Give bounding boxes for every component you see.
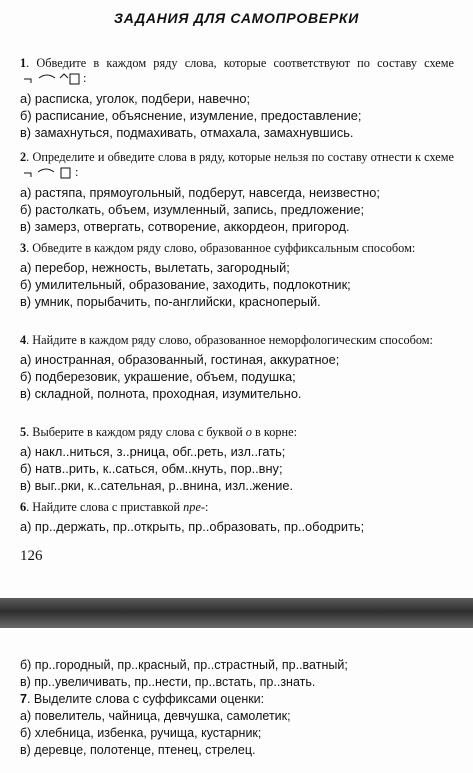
option-b: б) умилительный, образование, заходить, подлокотник; xyxy=(20,277,351,292)
option-a: а) расписка, уголок, подбери, навечно; xyxy=(20,91,251,107)
task-text: . Обведите в каждом ряду слово, образованное суффиксальным способом: xyxy=(26,241,416,255)
option-a: а) пр..держать, пр..открыть, пр..образовать, пр..ободрить; xyxy=(20,519,365,534)
morpheme-scheme-icon xyxy=(23,71,83,87)
option-c: в) деревце, полотенце, птенец, стрелец. xyxy=(20,743,256,757)
options-list xyxy=(20,443,454,494)
task-1: 1. Обведите в каждом ряду слова, которые соответствуют по составу схеме : а) расписка, уголок, подбери, навечно; б) расписание, объяснение, изумление, предоставление; в) замахнуться, подмахивать, отмахала, замахнувшись. xyxy=(20,56,454,141)
option-b: б) расписание, объяснение, изумление, предоставление; xyxy=(20,108,362,124)
option-a: а) перебор, нежность, вылетать, загородный; xyxy=(20,260,290,275)
option-a: а) иностранная, образованный, гостиная, аккуратное; xyxy=(20,352,340,367)
page-title: ЗАДАНИЯ ДЛЯ САМОПРОВЕРКИ xyxy=(114,10,359,26)
option-c: в) замерз, отвергать, сотворение, аккордеон, пригород. xyxy=(20,219,350,235)
task-text: . Определите и обведите слова в ряду, которые нельзя по составу отнести к схеме xyxy=(26,150,454,164)
task-number: 1 xyxy=(20,56,27,70)
task-5 xyxy=(20,425,454,494)
task-7-question xyxy=(20,691,460,708)
task-text: . Выберите в каждом ряду слова с буквой xyxy=(26,425,243,439)
task-text: . Выделите слова с суффиксами оценки: xyxy=(26,692,265,706)
option-b: б) хлебница, избенка, ручища, кустарник; xyxy=(20,726,262,740)
task-text: . Найдите слова с приставкой xyxy=(26,500,181,514)
task-text-after: в корне: xyxy=(255,425,297,439)
option-b: б) натв..рить, к..саться, обм..кнуть, пор..вну; xyxy=(20,461,283,476)
option-c: в) умник, порыбачить, по-английски, красноперый. xyxy=(20,294,321,309)
task-4 xyxy=(20,333,454,402)
task-number: 4 xyxy=(20,333,27,347)
task-text: . Найдите в каждом ряду слово, образованное неморфологическим способом: xyxy=(26,333,433,347)
options-list xyxy=(20,90,454,141)
task-3 xyxy=(20,241,454,310)
morpheme-scheme-icon xyxy=(23,165,75,181)
option-b: б) растолкать, объем, изумленный, запись, предложение; xyxy=(20,202,365,218)
task-6 xyxy=(20,500,454,535)
task-2: 2. Определите и обведите слова в ряду, которые нельзя по составу отнести к схеме : а) растяпа, прямоугольный, подберут, навсегда, неизвестно; б) растолкать, объем, изумленный, запись, предложение; в) замерз, отвергать, сотворение, аккордеон, пригород. xyxy=(20,150,454,235)
target-prefix: пре- xyxy=(183,500,205,514)
option-c: в) замахнуться, подмахивать, отмахала, замахнувшись. xyxy=(20,125,354,141)
option-c: в) пр..увеличивать, пр..нести, пр..встать, пр..знать. xyxy=(20,675,316,689)
options-list xyxy=(20,518,454,535)
task-number: 5 xyxy=(20,425,27,439)
task-number: 7 xyxy=(20,692,27,706)
options-list xyxy=(20,259,454,310)
option-c: в) выг..рки, к..сательная, р..внина, изл..жение. xyxy=(20,478,294,493)
task-number: 3 xyxy=(20,241,27,255)
options-list xyxy=(20,351,454,402)
task-text-after: : xyxy=(205,500,209,514)
task-number: 6 xyxy=(20,500,27,514)
option-b: б) пр..городный, пр..красный, пр..страстный, пр..ватный; xyxy=(20,658,348,672)
options-list xyxy=(20,184,454,235)
page-number: 126 xyxy=(20,548,43,564)
page-gutter-divider xyxy=(0,598,473,628)
task-text: . Обведите в каждом ряду слова, которые соответствуют по составу схеме xyxy=(26,56,454,70)
option-c: в) складной, полнота, проходная, изумительно. xyxy=(20,386,302,401)
option-a: а) повелитель, чайница, девчушка, самолетик; xyxy=(20,709,291,723)
target-letter: о xyxy=(245,425,252,439)
option-a: а) растяпа, прямоугольный, подберут, навсегда, неизвестно; xyxy=(20,185,380,201)
continuation-block xyxy=(20,657,460,759)
option-a: а) накл..ниться, з..рница, обг..реть, изл..гать; xyxy=(20,444,286,459)
option-b: б) подберезовик, украшение, объем, подушка; xyxy=(20,369,296,384)
task-number: 2 xyxy=(20,150,27,164)
